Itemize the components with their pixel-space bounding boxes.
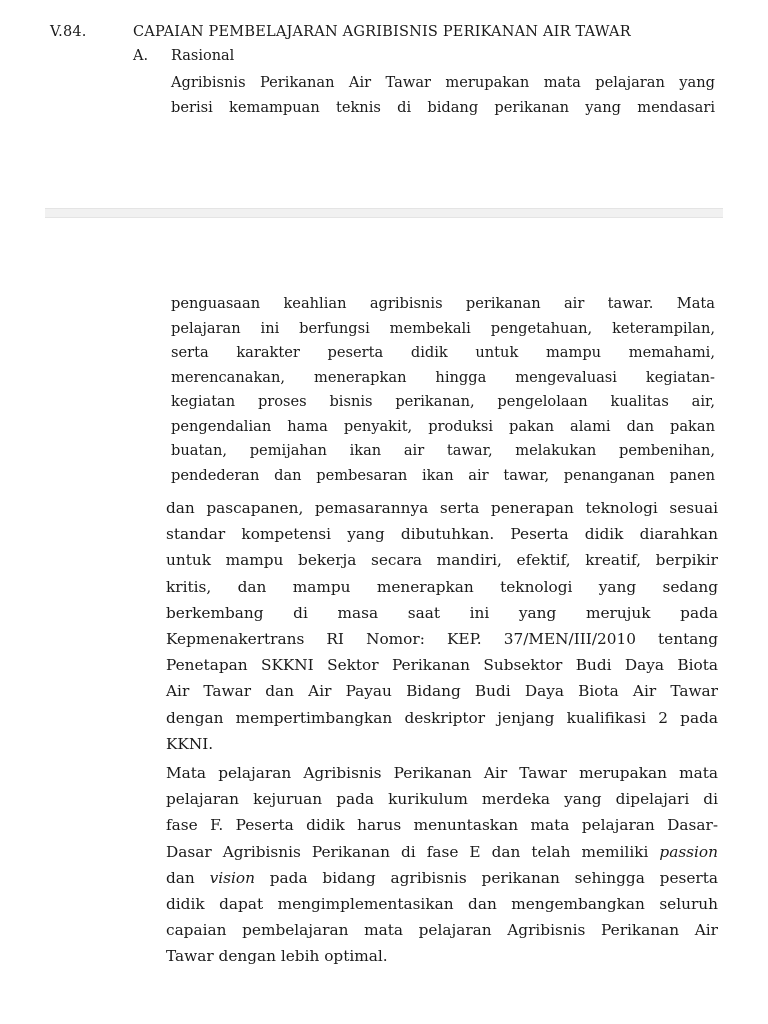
- section-number: V.84.: [50, 24, 87, 40]
- text-line: buatan, pemijahan ikan air tawar, melakukan pembenihan,: [171, 442, 715, 459]
- text-line: [166, 839, 718, 865]
- text-line: didik dapat mengimplementasikan dan mengembangkan seluruh: [166, 894, 718, 913]
- text-fragment: dan: [166, 868, 210, 887]
- text-line: standar kompetensi yang dibutuhkan. Peserta didik diarahkan: [166, 525, 718, 544]
- paragraph-curriculum: [166, 760, 718, 970]
- text-line: Mata pelajaran Agribisnis Perikanan Air Tawar merupakan mata: [166, 764, 718, 782]
- text-line: pelajaran ini berfungsi membekali pengetahuan, keterampilan,: [171, 319, 715, 337]
- text-fragment: Dasar Agribisnis Perikanan di fase E dan telah memiliki: [166, 842, 660, 861]
- text-line: Air Tawar dan Air Payau Bidang Budi Daya Biota Air Tawar: [166, 682, 718, 701]
- text-line: serta karakter peserta didik untuk mampu memahami,: [171, 344, 715, 361]
- text-line: pendederan dan pembesaran ikan air tawar, penanganan panen: [171, 466, 715, 484]
- subsection-title: Rasional: [171, 48, 235, 64]
- paragraph-intro: [171, 71, 715, 120]
- text-line: penguasaan keahlian agribisnis perikanan air tawar. Mata: [171, 295, 715, 312]
- text-line: kegiatan proses bisnis perikanan, pengelolaan kualitas air,: [171, 393, 715, 410]
- text-line: Tawar dengan lebih optimal.: [166, 947, 388, 966]
- paragraph-competency: [166, 495, 718, 757]
- emphasis-passion: passion: [659, 842, 718, 861]
- paragraph-continuation: [171, 292, 715, 488]
- text-line: pelajaran kejuruan pada kurikulum merdeka yang dipelajari di: [166, 790, 718, 809]
- text-line: [166, 865, 718, 891]
- emphasis-vision: vision: [209, 868, 255, 887]
- section-title: CAPAIAN PEMBELAJARAN AGRIBISNIS PERIKANAN AIR TAWAR: [133, 24, 631, 40]
- text-fragment: pada bidang agribisnis perikanan sehingga peserta: [254, 868, 718, 887]
- text-line: pengendalian hama penyakit, produksi pakan alami dan pakan: [171, 417, 715, 435]
- text-line: KKNI.: [166, 734, 214, 753]
- text-line: merencanakan, menerapkan hingga mengevaluasi kegiatan-: [171, 368, 715, 386]
- text-line: Kepmenakertrans RI Nomor: KEP. 37/MEN/III/2010 tentang: [166, 629, 718, 648]
- text-line: kritis, dan mampu menerapkan teknologi yang sedang: [166, 577, 718, 596]
- text-line: Penetapan SKKNI Sektor Perikanan Subsektor Budi Daya Biota: [166, 656, 718, 675]
- text-line: dan pascapanen, pemasarannya serta penerapan teknologi sesuai: [166, 499, 718, 517]
- subsection-letter: A.: [133, 48, 149, 64]
- text-line: untuk mampu bekerja secara mandiri, efektif, kreatif, berpikir: [166, 551, 718, 570]
- text-line: berkembang di masa saat ini yang merujuk pada: [166, 603, 718, 622]
- page-break-divider: [45, 208, 723, 218]
- text-line: Agribisnis Perikanan Air Tawar merupakan mata pelajaran yang: [171, 74, 715, 91]
- text-line: fase F. Peserta didik harus menuntaskan mata pelajaran Dasar-: [166, 816, 718, 835]
- text-line: capaian pembelajaran mata pelajaran Agribisnis Perikanan Air: [166, 921, 718, 940]
- text-line: dengan mempertimbangkan deskriptor jenjang kualifikasi 2 pada: [166, 708, 718, 727]
- text-line: berisi kemampuan teknis di bidang perikanan yang mendasari: [171, 98, 715, 116]
